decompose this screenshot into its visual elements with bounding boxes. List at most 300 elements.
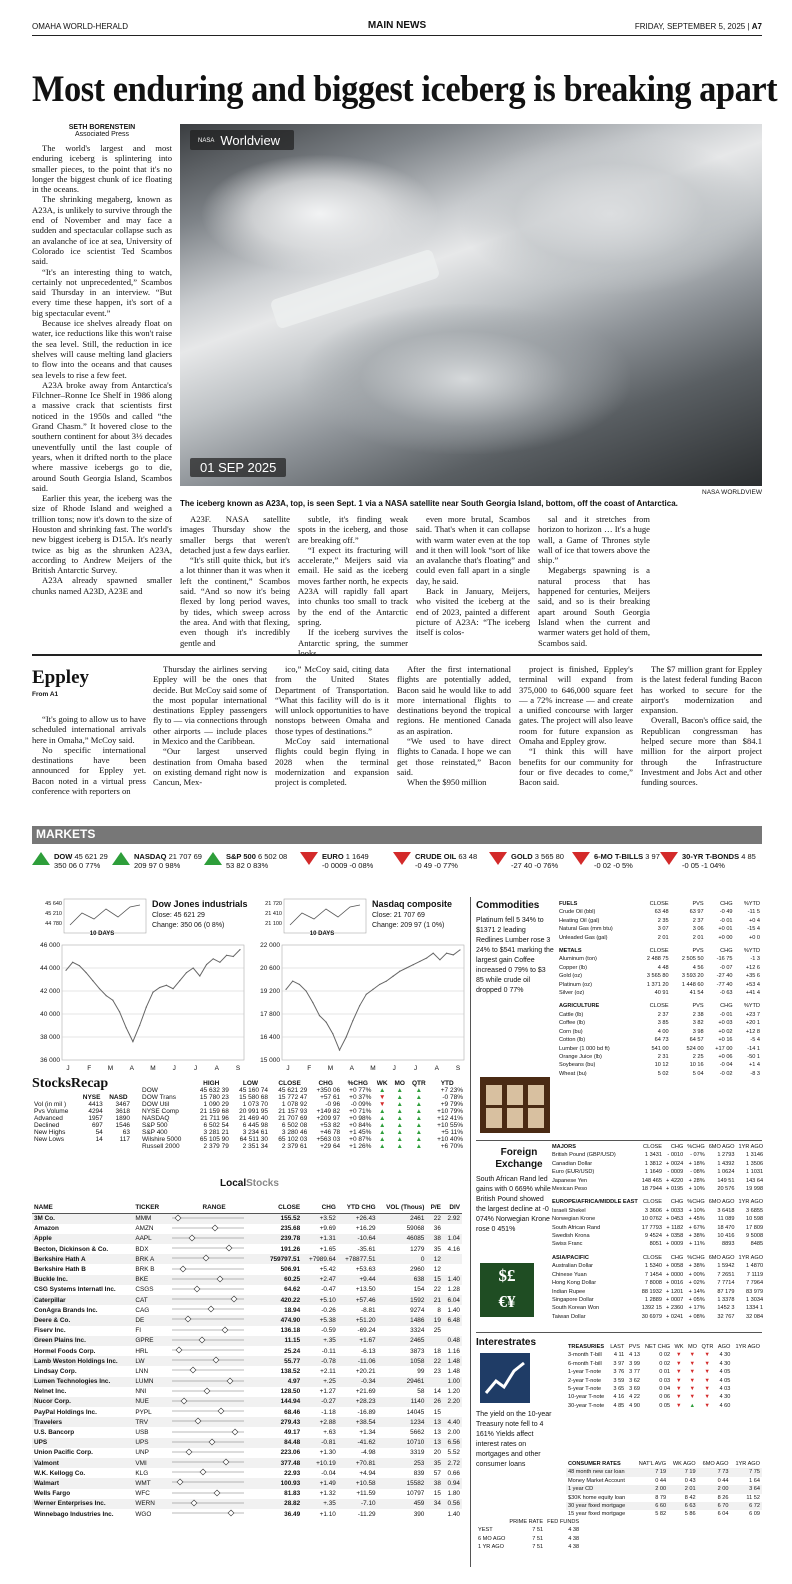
- y-tick-label: 17 800: [260, 1011, 280, 1018]
- stocks-col-header: VOL (Thous): [378, 1203, 427, 1213]
- y-tick-label: 42 000: [40, 988, 60, 995]
- paragraph: If the iceberg survives the Antarctic spring, the summer looks: [298, 627, 408, 658]
- chart-title: Dow Jones industrials: [152, 899, 248, 909]
- ticker-dow: DOW 45 621 29 350 06 0 77%: [54, 852, 108, 870]
- breadth-row: New Highs 54 63: [34, 1129, 130, 1136]
- data-point: [159, 987, 160, 988]
- range-indicator: [166, 1499, 263, 1509]
- rate-row: Unleaded Gas (gal) 2 01 2 01 +0 00 +0 0: [559, 934, 760, 941]
- data-point: [319, 1015, 320, 1016]
- stock-row: Werner Enterprises Inc. WERN 28.82 +.35 -7.10 459 34 0.56: [34, 1500, 460, 1508]
- range-indicator: [166, 1489, 263, 1499]
- data-point: [453, 954, 454, 955]
- index-col-header: WK: [376, 1080, 388, 1087]
- range-indicator: [166, 1295, 263, 1305]
- data-point: [406, 967, 407, 968]
- rate-row: Platinum (oz) 1 371 20 1 448 60 -77 40 +53 4: [559, 981, 760, 988]
- paragraph: No specific international destinations have been announced for Eppley yet. Bacon noted in a virtual press conference with reporters on: [32, 744, 146, 797]
- series-line: [66, 950, 240, 1042]
- stocks-col-header: P/E: [426, 1203, 443, 1213]
- data-point: [213, 958, 214, 959]
- data-point: [352, 1020, 353, 1021]
- rate-row: Chinese Yuan 7 1454 + 0000 + 00% 7 2651 7 1119: [552, 1271, 764, 1278]
- ten-day-tick: 21 410: [265, 911, 282, 917]
- index-col-header: HIGH: [203, 1080, 220, 1087]
- story-column-4: [416, 514, 530, 638]
- chart-close-label: Close: 21 707 69: [372, 912, 425, 919]
- ticker-gold: GOLD 3 565 80 -27 40 -0 76%: [511, 852, 564, 870]
- data-point: [292, 981, 293, 982]
- rate-row: Aluminum (ton) 2 488 75 2 505 50 -16 75 -1 3: [559, 956, 760, 963]
- data-point: [459, 949, 460, 950]
- story-column-1: [32, 143, 172, 596]
- y-tick-label: 15 000: [260, 1057, 280, 1064]
- x-tick-label: M: [370, 1065, 376, 1072]
- x-tick-label: J: [392, 1065, 396, 1072]
- section-name: MAIN NEWS: [367, 20, 427, 31]
- paragraph: ico,” McCoy said, citing data from the United States Department of Transportation. “What this facility will do is it will unlock opportunities to have nonstops between Omaha and those types of destinations.”: [275, 664, 389, 736]
- range-indicator: [166, 1315, 263, 1325]
- chart-change-label: Change: 350 06 (0 8%): [152, 922, 225, 929]
- rate-row: Canadian Dollar 1 3812 + 0024 + 18% 1 4392 1 3506: [552, 1160, 764, 1167]
- rate-row: Soybeans (bu) 10 12 10 16 -0 04 +1 4: [559, 1062, 760, 1069]
- treasury-row: 10-year T-note 4 16 4 22 0 06 ▼ ▼ ▼ 4 30: [568, 1394, 731, 1401]
- rate-row: Swiss Franc 8051 + 0009 + 11% 8893 8485: [552, 1241, 764, 1248]
- stock-row: Green Plains Inc. GPRE 11.15 +.35 +1.67 2465 0.48: [34, 1337, 460, 1345]
- range-indicator: [166, 1213, 263, 1224]
- story-column-3: [298, 514, 408, 658]
- ten-day-label: 10 DAYS: [309, 931, 335, 937]
- range-indicator: [166, 1458, 263, 1468]
- rate-row: Australian Dollar 1 5340 + 0058 + 38% 1 5942 1 4870: [552, 1263, 764, 1270]
- range-indicator: [166, 1417, 263, 1427]
- treasury-row: 6-month T-bill 3 97 3 99 0 02 ▼ ▼ ▼ 4 30: [568, 1360, 731, 1367]
- folio-date: FRIDAY, SEPTEMBER 5, 2025 | A7: [634, 22, 762, 31]
- data-point: [386, 981, 387, 982]
- x-tick-label: A: [129, 1065, 134, 1072]
- down-arrow-icon: [660, 852, 680, 866]
- rate-row: South African Rand 17 7793 + 1182 + 67% 18 470 17 809: [552, 1224, 764, 1231]
- stock-row: Berkshire Hath A BRK A 759797.51 +7989.64 +78877.51 0 12: [32, 1254, 462, 1264]
- headline: Most enduring and biggest iceberg is breaking apart: [32, 69, 778, 110]
- stocks-col-header: YTD CHG: [338, 1203, 378, 1213]
- data-point: [299, 984, 300, 985]
- rate-row: Indian Rupee 88 1932 + 1201 + 14% 87 179 83 979: [552, 1288, 764, 1295]
- stock-row: UPS UPS 84.48 -0.81 -41.62 10710 13 6.56: [34, 1439, 460, 1447]
- rate-row: Gold (oz) 3 565 80 3 593 20 -27 40 +35 6: [559, 973, 760, 980]
- treasury-row: 30-year T-note 4 85 4 90 0 05 ▼ ▲ ▼ 4 60: [568, 1402, 731, 1409]
- stock-row: Deere & Co. DE 474.90 +5.38 +51.20 1486 19 6.48: [34, 1316, 460, 1324]
- y-tick-label: 44 000: [40, 965, 60, 972]
- eppley-column-6: [641, 664, 762, 788]
- index-col-header: MO: [394, 1080, 405, 1087]
- stocks-col-header: CLOSE: [263, 1203, 303, 1213]
- nasdaq-chart: [252, 897, 470, 1077]
- rates-icon: [480, 1353, 530, 1403]
- stocks-col-header: TICKER: [133, 1203, 165, 1213]
- ticker-euro: EURO 1 1649 -0 0009 -0 08%: [322, 852, 374, 870]
- x-tick-label: J: [286, 1065, 290, 1072]
- stock-row: Apple AAPL 239.78 +1.31 -10.64 46085 38 1.04: [34, 1235, 460, 1243]
- rate-row: Japanese Yen 148 465 + 4220 + 28% 149 51 143 64: [552, 1177, 764, 1184]
- stock-row: Walmart WMT 100.93 +1.49 +10.58 15582 38 0.94: [34, 1479, 460, 1487]
- rate-row: Singapore Dollar 1 2889 + 0007 + 05% 1 3378 1 3034: [552, 1296, 764, 1303]
- prime-row: 1 YR AGO 7 51 4 38: [478, 1544, 580, 1551]
- ticker-s-p-500: S&P 500 6 502 08 53 82 0 83%: [226, 852, 288, 870]
- rate-row: Swedish Krona 9 4524 + 0358 + 38% 10 416 9 5008: [552, 1233, 764, 1240]
- rate-row: Copper (lb) 4 48 4 56 -0 07 +12 6: [559, 964, 760, 971]
- x-tick-label: M: [150, 1065, 156, 1072]
- ticker-crude-oil: CRUDE OIL 63 48 -0 49 -0 77%: [415, 852, 478, 870]
- plot-area: [282, 945, 464, 1060]
- data-point: [305, 990, 306, 991]
- stocks-col-header: RANGE: [166, 1203, 263, 1213]
- x-tick-label: A: [214, 1065, 219, 1072]
- x-tick-label: F: [307, 1065, 312, 1072]
- index-row: Wilshire 5000 65 105 90 64 511 30 65 102 03 +563 03 +0 87% ▲ ▲ ▲ +10 40%: [142, 1136, 463, 1143]
- y-tick-label: 20 600: [260, 965, 280, 972]
- index-row: S&P 500 6 502 54 6 445 98 6 502 08 +53 82 +0 84% ▲ ▲ ▲ +10 55%: [142, 1122, 463, 1129]
- photo-caption: The iceberg known as A23A, top, is seen Sept. 1 via a NASA satellite near South Georgia Island, bottom, off the coast of Antarctica.: [180, 499, 678, 508]
- down-arrow-icon: [572, 852, 592, 866]
- stock-row: Berkshire Hath B BRK B 506.91 +5.42 +53.63 2960 12: [34, 1266, 441, 1274]
- range-indicator: [166, 1397, 263, 1407]
- paragraph: Earlier this year, the iceberg was the size of Rhode Island and weighed a trillion tons; now it's down to the size of Houston and shrinking fast. The world's new biggest iceberg is D15A. It's nearly twice as big as the shrunken A23A, according to Andrew Meijers of the British Antarctic Survey.: [32, 493, 172, 576]
- stock-row: Lamb Weston Holdings Inc. LW 55.77 -0.78 -11.06 1058 22 1.48: [34, 1357, 460, 1365]
- treasury-row: 1-year T-note 3 76 3 77 0 01 ▼ ▼ ▼ 4 05: [568, 1369, 731, 1376]
- x-tick-label: A: [434, 1065, 439, 1072]
- paragraph: A23A already spawned smaller chunks named A23D, A23E and: [32, 575, 172, 596]
- data-point: [112, 1000, 113, 1001]
- data-point: [426, 958, 427, 959]
- interest-title: Interestrates: [476, 1337, 537, 1348]
- index-col-header: %CHG: [347, 1080, 368, 1087]
- page-folio: [32, 22, 762, 36]
- prime-rate-table: PRIME RATE FED FUNDS YEST 7 51 4 38 6 MO AGO 7 51 4 38 1 YR AGO 7 51 4 38: [478, 1519, 580, 1551]
- rate-row: Wheat (bu) 5 02 5 04 -0 02 -8 3: [559, 1070, 760, 1077]
- range-indicator: [166, 1336, 263, 1346]
- forex-title: Foreign Exchange: [495, 1147, 543, 1170]
- down-arrow-icon: [489, 852, 509, 866]
- commodities-icon: [480, 1077, 550, 1133]
- data-point: [99, 988, 100, 989]
- index-row: NASDAQ 21 711 96 21 469 40 21 707 69 +209 97 +0 98% ▲ ▲ ▲ +12 41%: [142, 1115, 463, 1122]
- paragraph: Overall, Bacon's office said, the Republican congressman has helped secure more than $84.1 million for the airport project through the Infrastructure Investment and Jobs Act and other funding sources.: [641, 715, 762, 788]
- eppley-heading: Eppley: [32, 667, 90, 688]
- stocksrecap-title: StocksRecap: [32, 1076, 109, 1091]
- data-point: [332, 1033, 333, 1034]
- section-header-row: METALS CLOSE PVS CHG %YTD: [559, 948, 760, 955]
- data-point: [79, 965, 80, 966]
- paper-name: OMAHA WORLD-HERALD: [32, 22, 129, 31]
- data-point: [219, 962, 220, 963]
- section-header-row: MAJORS CLOSE CHG %CHG 6MO AGO 1YR AGO: [552, 1144, 764, 1150]
- paragraph: The $7 million grant for Eppley is the latest federal funding Bacon has worked to secure for the airport's modernization and expansion.: [641, 664, 762, 716]
- data-point: [372, 989, 373, 990]
- breadth-row: Declined 697 1546: [34, 1122, 130, 1129]
- data-point: [132, 1041, 133, 1042]
- section-rule: [32, 654, 762, 656]
- up-arrow-icon: [32, 852, 52, 866]
- data-point: [199, 975, 200, 976]
- paragraph: When the $950 million: [407, 777, 487, 788]
- rate-row: Corn (bu) 4 00 3 98 +0 02 +12 8: [559, 1028, 760, 1035]
- index-row: DOW Util 1 090 29 1 073 70 1 078 92 -0 96 -0 09% ▼ ▲ ▲ +9 79%: [142, 1101, 463, 1108]
- paragraph: “It's an interesting thing to watch, certainly not unprecedented,” Scambos said Thursday in an interview. “But every time these happen, it's sort of a big spectacular event.”: [32, 266, 172, 318]
- ten-day-tick: 45 210: [45, 911, 62, 917]
- treasury-row: 2-year T-note 3 59 3 62 0 03 ▼ ▼ ▼ 4 05: [568, 1377, 731, 1384]
- ten-day-tick: 21 720: [265, 901, 282, 907]
- up-arrow-icon: [204, 852, 224, 866]
- data-point: [172, 988, 173, 989]
- eppley-column-1: [32, 714, 146, 796]
- data-point: [119, 1011, 120, 1012]
- rate-row: Coffee (lb) 3 85 3 82 +0 03 +20 1: [559, 1020, 760, 1027]
- breadth-row: Vol (in mil ) 4413 3467: [34, 1101, 130, 1108]
- data-point: [433, 953, 434, 954]
- data-point: [346, 1036, 347, 1037]
- consumer-rate-row: Money Market Account 0 44 0 43 0 44 1 64: [568, 1477, 760, 1484]
- paragraph: subtle, it's finding weak spots in the iceberg, and those are breaking off.”: [298, 514, 408, 545]
- data-point: [179, 980, 180, 981]
- data-point: [399, 971, 400, 972]
- rate-row: Hong Kong Dollar 7 8008 + 0016 + 02% 7 7714 7 7964: [552, 1280, 764, 1287]
- rate-row: Silver (oz) 40 91 41 54 -0 63 +41 4: [559, 990, 760, 997]
- rate-row: Lumber (1 000 bd ft) 541 00 524 00 +17 00 -14 1: [559, 1045, 760, 1052]
- range-indicator: [166, 1468, 263, 1478]
- forex-summary: South African Rand led gains with 0 669% while British Pound showed the largest decline at -0 074% Norwegian Krone rose 0 451%: [476, 1176, 551, 1233]
- stock-row: Nelnet Inc. NNI 128.50 +1.27 +21.69 58 14 1.20: [34, 1388, 460, 1396]
- x-tick-label: J: [413, 1065, 418, 1072]
- down-arrow-icon: [300, 852, 320, 866]
- forex-table: [550, 1143, 765, 1326]
- index-row: DOW Trans 15 780 23 15 580 68 15 772 47 +57 61 +0 37% ▼ ▲ ▲ -0 78%: [142, 1094, 463, 1101]
- rate-row: Norwegian Krone 10 0762 + 0453 + 45% 11 089 10 598: [552, 1216, 764, 1223]
- y-tick-label: 22 000: [260, 942, 280, 949]
- range-indicator: [166, 1224, 263, 1234]
- stock-row: Becton, Dickinson & Co. BDX 191.26 +1.65 -35.61 1279 35 4.16: [34, 1245, 460, 1253]
- range-indicator: [166, 1366, 263, 1376]
- data-point: [439, 959, 440, 960]
- chart-close-label: Close: 45 621 29: [152, 912, 205, 919]
- data-point: [392, 976, 393, 977]
- rate-row: Orange Juice (lb) 2 31 2 25 +0 06 -50 1: [559, 1053, 760, 1060]
- section-header-row: FUELS CLOSE PVS CHG %YTD: [559, 901, 760, 907]
- local-stocks-table: [32, 1203, 462, 1519]
- ten-day-tick: 45 640: [45, 901, 62, 907]
- paragraph: project is finished, Eppley's terminal will expand from 375,000 to 646,000 square feet — a 72% increase — and create a unified concourse with larger gates. The project will also leave room for future expansion as Omaha and Eppley grow.: [519, 664, 633, 747]
- stock-row: Travelers TRV 279.43 +2.88 +38.54 1234 13 4.40: [34, 1418, 460, 1426]
- prime-row: 6 MO AGO 7 51 4 38: [478, 1535, 580, 1542]
- data-point: [186, 972, 187, 973]
- y-tick-label: 19 200: [260, 988, 280, 995]
- data-point: [193, 967, 194, 968]
- series-line: [286, 950, 460, 1050]
- range-indicator: [166, 1407, 263, 1417]
- data-point: [233, 956, 234, 957]
- markets-banner: MARKETS: [32, 826, 762, 844]
- range-indicator: [166, 1244, 263, 1254]
- range-indicator: [166, 1346, 263, 1356]
- rate-row: Heating Oil (gal) 2 35 2 37 -0 01 +0 4: [559, 917, 760, 924]
- consumer-rate-row: 1 year CD 2 00 2 01 2 00 3 64: [568, 1486, 760, 1493]
- index-row: S&P 400 3 281 21 3 234 61 3 280 46 +46 78 +1 45% ▲ ▲ ▲ +5 11%: [142, 1129, 463, 1136]
- eppley-jump-from: From A1: [32, 691, 59, 698]
- y-tick-label: 36 000: [40, 1057, 60, 1064]
- range-indicator: [166, 1326, 263, 1336]
- stock-row: CSG Systems Internatl Inc. CSGS 64.62 -0.47 +13.50 154 22 1.28: [34, 1286, 460, 1294]
- paragraph: Because ice shelves already float on water, ice reductions like this won't raise the sea level. Still, the reduction in ice shelves will cause melting land glaciers to flow into the oceans and that causes sea levels to rise a few feet.: [32, 318, 172, 380]
- data-point: [359, 1005, 360, 1006]
- stock-row: Valmont VMI 377.48 +10.19 +70.81 253 35 2.72: [34, 1459, 460, 1467]
- ten-day-inset: [284, 899, 366, 933]
- iceberg-satellite-photo: [180, 124, 762, 486]
- x-tick-label: S: [455, 1065, 461, 1072]
- paragraph: A23F. NASA satellite images Thursday show the smaller bergs that weren't detached just a few days earlier.: [180, 514, 290, 555]
- commodities-summary: Platinum fell 5 34% to $1371 2 leading Redlines Lumber rose 3 24% to $541 marking the largest gain Coffee increased 0 79% to $3 85 while crude oil dropped 0 77%: [476, 917, 554, 994]
- rate-row: Mexican Peso 18 7944 + 0195 + 10% 20 576 19 998: [552, 1186, 764, 1193]
- data-point: [339, 1050, 340, 1051]
- x-tick-label: J: [193, 1065, 198, 1072]
- consumer-rate-row: 30 year fixed mortgage 6 60 6 63 6 70 6 72: [568, 1503, 760, 1510]
- down-arrow-icon: [393, 852, 413, 866]
- stock-row: Fiserv Inc. FI 136.18 -0.59 -69.24 3324 25: [34, 1327, 441, 1335]
- data-point: [239, 949, 240, 950]
- data-point: [413, 964, 414, 965]
- breadth-row: Advanced 1957 1890: [34, 1115, 130, 1122]
- ten-day-inset: [64, 899, 146, 933]
- rate-row: South Korean Won 1392 15 + 2360 + 17% 1452 3 1334 1: [552, 1305, 764, 1312]
- data-point: [126, 1027, 127, 1028]
- ticker-nasdaq: NASDAQ 21 707 69 209 97 0 98%: [134, 852, 202, 870]
- interest-summary: The yield on the 10-year Treasury note fell to 4 161% Yields affect interest rates on mortgages and other consumer loans: [476, 1411, 552, 1468]
- paragraph: “We used to have direct flights to Canada. I hope we can get those reinstated,” Bacon said.: [397, 736, 511, 777]
- range-indicator: [166, 1427, 263, 1437]
- data-point: [312, 1002, 313, 1003]
- data-point: [139, 1025, 140, 1026]
- stocks-col-header: CHG: [302, 1203, 338, 1213]
- data-point: [326, 1022, 327, 1023]
- ticker-6-mo-t-bills: 6-MO T-BILLS 3 97 -0 02 -0 5%: [594, 852, 660, 870]
- consumer-rates-table: CONSUMER RATES NAT'L AVG WK AGO 6MO AGO 1YR AGO 48 month new car loan 7 19 7 19 7 73 7 75 Money Market Account 0 44 0 43 0 44 1 64 1 year CD 2 00 2 01 2 00 3 64 $30K home equity loan 8 79 8 42 8 26 11 52 30 year fixed mortgage 6 60 6 63 6 70 6 72 15 year fixed mortgage 5 82 5 86 6 04 6 09: [568, 1461, 760, 1518]
- consumer-rate-row: 15 year fixed mortgage 5 82 5 86 6 04 6 09: [568, 1511, 760, 1518]
- breadth-row: Pvs Volume 4294 3618: [34, 1108, 130, 1115]
- rate-row: Israeli Shekel 3 3606 + 0033 + 10% 3 6418 3 6855: [552, 1207, 764, 1214]
- rate-row: Natural Gas (mm btu) 3 07 3 06 +0 01 -15 4: [559, 926, 760, 933]
- range-indicator: [166, 1275, 263, 1285]
- range-indicator: [166, 1377, 263, 1387]
- data-point: [65, 970, 66, 971]
- section-header-row: AGRICULTURE CLOSE PVS CHG %YTD: [559, 1003, 760, 1010]
- data-point: [146, 1007, 147, 1008]
- paragraph: “It's going to allow us to have scheduled international arrivals here in Omaha,” McCoy said.: [32, 714, 146, 745]
- rate-row: British Pound (GBP/USD) 1 3431 - 0010 - 07% 1 2793 1 3146: [552, 1152, 764, 1159]
- range-indicator: [166, 1356, 263, 1366]
- rate-row: Cattle (lb) 2 37 2 38 -0 01 +23 7: [559, 1011, 760, 1018]
- x-tick-label: M: [107, 1065, 114, 1072]
- range-indicator: [166, 1438, 263, 1448]
- range-indicator: [166, 1387, 263, 1397]
- chart-change-label: Change: 209 97 (1 0%): [372, 922, 445, 929]
- x-tick-label: J: [172, 1065, 176, 1072]
- story-column-2: [180, 514, 290, 648]
- rate-row: Taiwan Dollar 30 6979 + 0241 + 08% 32 767 32 084: [552, 1313, 764, 1320]
- commodities-table: [557, 900, 762, 1083]
- x-tick-label: F: [87, 1065, 92, 1072]
- range-indicator: [166, 1448, 263, 1458]
- stock-row: Amazon AMZN 235.68 +9.69 +16.29 59068 36: [34, 1225, 441, 1233]
- breadth-row: New Lows 14 117: [34, 1136, 130, 1143]
- eppley-column-3: [275, 664, 389, 788]
- treasuries-table: TREASURIES LAST PVS NET CHG WK MO QTR AGO 1YR AGO 3-month T-bill 4 11 4 13 0 02 ▼ ▼ ▼ 4 30 6-month T-bill 3 97 3 99 0 02 ▼ ▼ ▼ 4 30 1-year T-note 3 76 3 77 0 01 ▼ ▼ ▼ 4 05 2-year T-note 3 59 3 62 0 03 ▼ ▼ ▼ 4 05 5-year T-note 3 65 3 69 0 04 ▼ ▼ ▼ 4 03 10-year T-note 4 16 4 22 0 06 ▼ ▼ ▼ 4 30 30-year T-note 4 85 4 90 0 05 ▼ ▲ ▼ 4 60: [568, 1344, 760, 1409]
- index-table: [140, 1080, 465, 1150]
- treasury-row: 3-month T-bill 4 11 4 13 0 02 ▼ ▼ ▼ 4 30: [568, 1352, 731, 1359]
- stock-row: Wells Fargo WFC 81.83 +1.32 +11.59 10797 15 1.80: [34, 1490, 460, 1498]
- ticker-30-yr-t-bonds: 30-YR T-BONDS 4 85 -0 05 -1 04%: [682, 852, 756, 870]
- y-tick-label: 38 000: [40, 1034, 60, 1041]
- stocks-col-header: DIV: [443, 1203, 462, 1213]
- prime-row: YEST 7 51 4 38: [478, 1527, 580, 1534]
- stock-row: Buckle Inc. BKE 60.25 +2.47 +9.44 638 15 1.40: [34, 1276, 460, 1284]
- index-row: DOW 45 632 39 45 160 74 45 621 29 +350 06 +0 77% ▲ ▲ ▲ +7 23%: [142, 1087, 463, 1094]
- paragraph: The world's largest and most enduring iceberg is splintering into smaller pieces, to the point that it's no longer the biggest chunk of ice floating in the oceans.: [32, 143, 172, 195]
- treasury-row: 5-year T-note 3 65 3 69 0 04 ▼ ▼ ▼ 4 03: [568, 1386, 731, 1393]
- y-tick-label: 40 000: [40, 1011, 60, 1018]
- rate-row: Crude Oil (bbl) 63 48 63 97 -0 49 -11 5: [559, 909, 760, 916]
- data-point: [366, 994, 367, 995]
- range-indicator: [166, 1478, 263, 1488]
- index-row: NYSE Comp 21 159 68 20 991 95 21 157 93 +149 82 +0 71% ▲ ▲ ▲ +10 79%: [142, 1108, 463, 1115]
- photo-credit: NASA WORLDVIEW: [702, 489, 762, 496]
- paragraph: “It's still quite thick, but it's a lot thinner than it was when it left the continent,” Scambos said. “And so now it's being flexed by long period waves, by tides, which sweep across the area. And with that flexing, even though it's incredibly gentle and: [180, 555, 290, 648]
- stock-row: Nucor Corp. NUE 144.94 -0.27 +28.23 1140 26 2.20: [34, 1398, 460, 1406]
- section-header-row: EUROPE/AFRICA/MIDDLE EAST CLOSE CHG %CHG 6MO AGO 1YR AGO: [552, 1199, 764, 1206]
- index-row: Russell 2000 2 379 79 2 351 34 2 379 61 +29 64 +1 26% ▲ ▲ ▲ +6 70%: [142, 1143, 463, 1150]
- range-indicator: [166, 1305, 263, 1315]
- ten-day-tick: 44 780: [45, 921, 62, 927]
- y-tick-label: 16 400: [260, 1034, 280, 1041]
- paragraph: McCoy said international flights could begin flying in 2028 when the terminal modernization and expansion project is completed.: [275, 736, 389, 788]
- up-arrow-icon: [112, 852, 132, 866]
- data-point: [85, 972, 86, 973]
- plot-area: [62, 945, 244, 1060]
- paragraph: “I expect its fracturing will accelerate,” Meijers said via email. He said as the iceberg moves farther north, he expects A23A will rapidly fall apart into chunks too small to track by the end of the Antarctic spring.: [298, 544, 408, 627]
- paragraph: Thursday the airlines serving Eppley will be the ones that decide. But McCoy said some of the most popular international destinations Eppley passengers fly to — via connections through other airports — include places in Mexico and the Caribbean.: [153, 664, 267, 747]
- currency-icon: $£ €¥: [480, 1263, 534, 1317]
- worldview-tag: NASA Worldview: [190, 130, 294, 150]
- range-indicator: [166, 1264, 263, 1274]
- stock-row: ConAgra Brands Inc. CAG 18.94 -0.26 -8.81 9274 8 1.40: [34, 1306, 460, 1314]
- data-point: [285, 989, 286, 990]
- data-point: [152, 992, 153, 993]
- paragraph: A23A broke away from Antarctica's Filchner–Ronne Ice Shelf in 1986 along a massive crack that scientists first noticed in the 1950s and called “the Grand Chasm.” It hovered close to the southern continent for about 3½ decades uneventfully until the last couple of years, when it drifted north to the place where massive icebergs go to die, around South Georgia Island, Scambos said.: [32, 379, 172, 493]
- chart-title: Nasdaq composite: [372, 899, 453, 909]
- paragraph: Back in January, Meijers, who visited the iceberg at the end of 2023, painted a different picture of A23A: “The iceberg itself is colos-: [416, 586, 530, 638]
- range-indicator: [166, 1254, 263, 1264]
- eppley-column-5: [519, 664, 633, 788]
- stock-row: U.S. Bancorp USB 49.17 +.63 +1.34 5662 13 2.00: [34, 1429, 460, 1437]
- x-tick-label: A: [349, 1065, 354, 1072]
- byline: SETH BORENSTEIN Associated Press: [68, 124, 136, 138]
- x-tick-label: J: [66, 1065, 70, 1072]
- consumer-rate-row: $30K home equity loan 8 79 8 42 8 26 11 52: [568, 1494, 760, 1501]
- index-col-header: YTD: [440, 1080, 454, 1087]
- x-tick-label: M: [327, 1065, 334, 1072]
- localstocks-title: LocalStocks: [220, 1178, 279, 1189]
- stock-row: Union Pacific Corp. UNP 223.06 +1.30 -4.98 3319 20 5.52: [34, 1449, 460, 1457]
- data-point: [106, 995, 107, 996]
- dow-chart: [32, 897, 250, 1077]
